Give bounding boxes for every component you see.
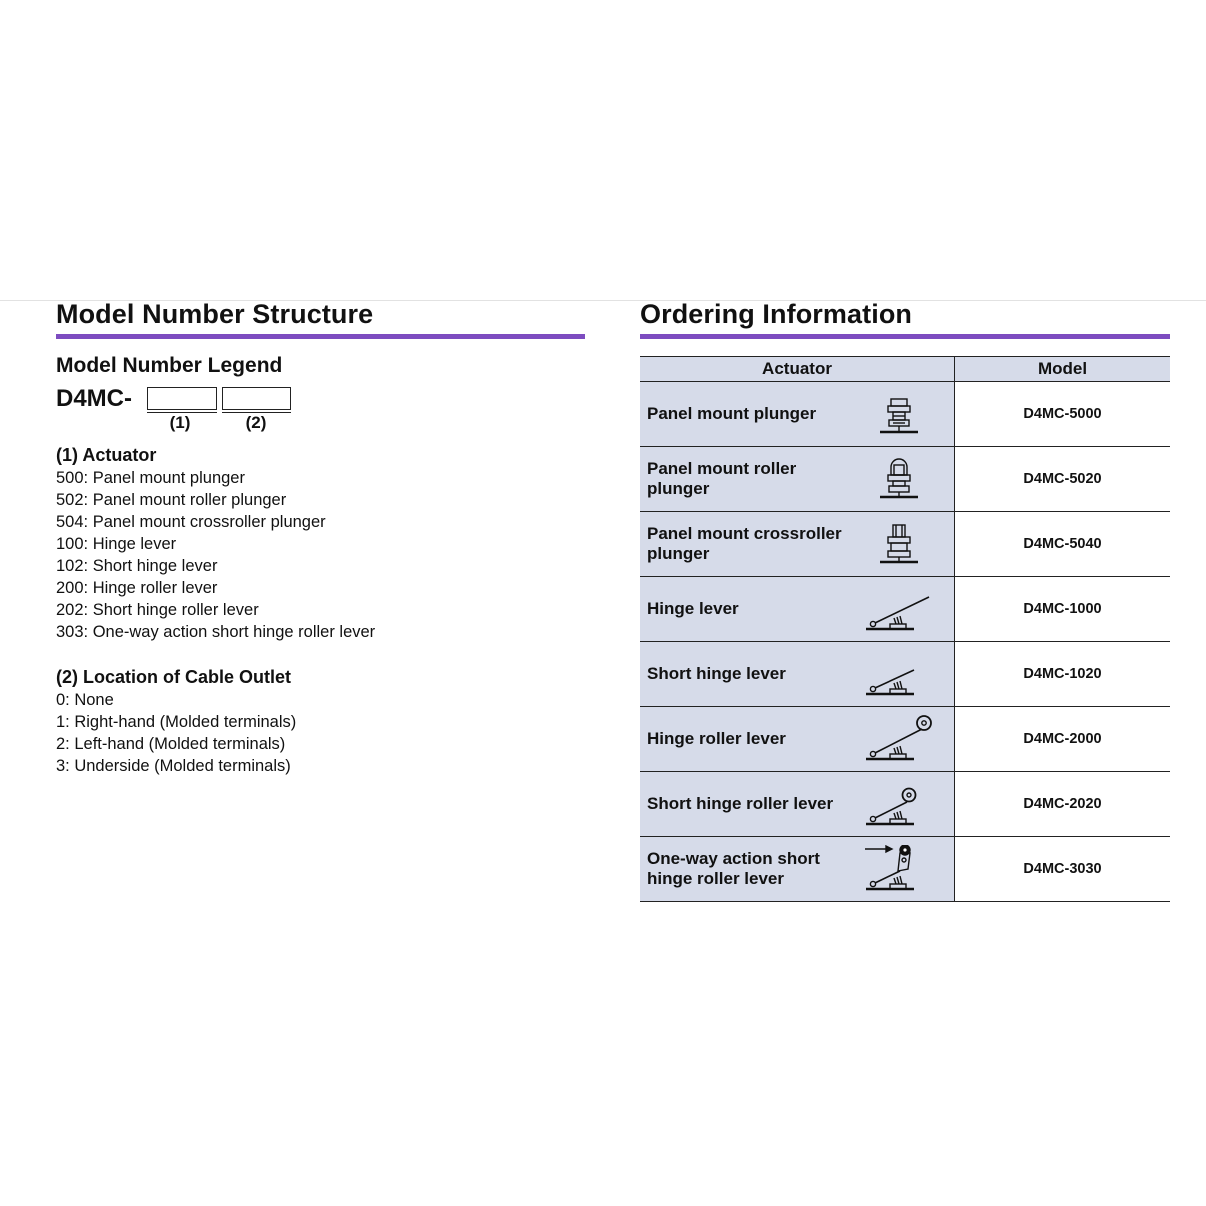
actuator-name: Short hinge roller lever [647, 794, 834, 813]
table-row [640, 512, 1170, 577]
cable-outlet-item: 1: Right-hand (Molded terminals) [56, 713, 297, 731]
table-row [640, 382, 1170, 447]
model-cell: D4MC-5040 [955, 512, 1171, 577]
actuator-name: Panel mount roller plunger [647, 459, 797, 498]
table-row [640, 707, 1170, 772]
hinge-roller-lever-icon [864, 715, 934, 765]
code-label-2: (2) [245, 413, 267, 432]
section-rule [56, 334, 585, 339]
actuator-cell [640, 577, 955, 642]
model-cell: D4MC-1000 [955, 577, 1171, 642]
actuator-cell [640, 772, 955, 837]
table-row [640, 447, 1170, 512]
panel-crossroller-plunger-icon [864, 520, 934, 570]
actuator-name: One-way action short hinge roller lever [647, 849, 820, 888]
one-way-roller-lever-icon [864, 845, 934, 895]
table-row [640, 577, 1170, 642]
actuator-item: 100: Hinge lever [56, 535, 177, 553]
panel-roller-plunger-icon [864, 455, 934, 505]
actuator-item: 303: One-way action short hinge roller lever [56, 623, 376, 641]
actuator-cell [640, 512, 955, 577]
code-label-1: (1) [169, 413, 191, 432]
actuator-item: 202: Short hinge roller lever [56, 601, 259, 619]
cable-outlet-item: 2: Left-hand (Molded terminals) [56, 735, 286, 753]
actuator-cell [640, 707, 955, 772]
short-hinge-roller-lever-icon [864, 780, 934, 830]
cable-outlet-list [56, 689, 585, 777]
actuator-item: 500: Panel mount plunger [56, 469, 245, 487]
code-box-1 [147, 387, 217, 410]
model-cell: D4MC-5020 [955, 447, 1171, 512]
actuator-item: 504: Panel mount crossroller plunger [56, 513, 326, 531]
model-cell: D4MC-2000 [955, 707, 1171, 772]
cable-outlet-item: 3: Underside (Molded terminals) [56, 757, 291, 775]
table-row [640, 772, 1170, 837]
table-row [640, 642, 1170, 707]
model-cell: D4MC-2020 [955, 772, 1171, 837]
ordering-information-section [640, 297, 1170, 902]
actuator-list [56, 467, 585, 643]
actuator-cell [640, 837, 955, 902]
actuator-name: Short hinge lever [647, 664, 786, 683]
cable-outlet-block-title: (2) Location of Cable Outlet [56, 667, 292, 687]
actuator-name: Hinge lever [647, 599, 739, 618]
model-prefix: D4MC- [56, 385, 132, 412]
ordering-information-title: Ordering Information [640, 299, 912, 329]
actuator-cell [640, 447, 955, 512]
model-number-structure-title: Model Number Structure [56, 299, 374, 329]
table-row [640, 837, 1170, 902]
model-number-structure-section [56, 297, 585, 777]
actuator-name: Panel mount plunger [647, 404, 817, 423]
hinge-lever-icon [864, 585, 934, 635]
actuator-name: Hinge roller lever [647, 729, 786, 748]
model-number-diagram [56, 385, 585, 435]
panel-plunger-icon [864, 390, 934, 440]
cable-outlet-item: 0: None [56, 691, 114, 709]
actuator-name: Panel mount crossroller plunger [647, 524, 842, 563]
model-number-legend-title: Model Number Legend [56, 354, 283, 377]
model-column-header: Model [955, 357, 1171, 382]
model-cell: D4MC-3030 [955, 837, 1171, 902]
short-hinge-lever-icon [864, 650, 934, 700]
ordering-table [640, 356, 1170, 902]
model-cell: D4MC-5000 [955, 382, 1171, 447]
actuator-cell [640, 382, 955, 447]
actuator-item: 102: Short hinge lever [56, 557, 218, 575]
table-header-row [640, 357, 1170, 382]
actuator-item: 200: Hinge roller lever [56, 579, 218, 597]
actuator-column-header: Actuator [640, 357, 955, 382]
section-rule [640, 334, 1170, 339]
actuator-block-title: (1) Actuator [56, 445, 157, 465]
actuator-cell [640, 642, 955, 707]
actuator-item: 502: Panel mount roller plunger [56, 491, 287, 509]
model-cell: D4MC-1020 [955, 642, 1171, 707]
code-box-2 [222, 387, 291, 410]
